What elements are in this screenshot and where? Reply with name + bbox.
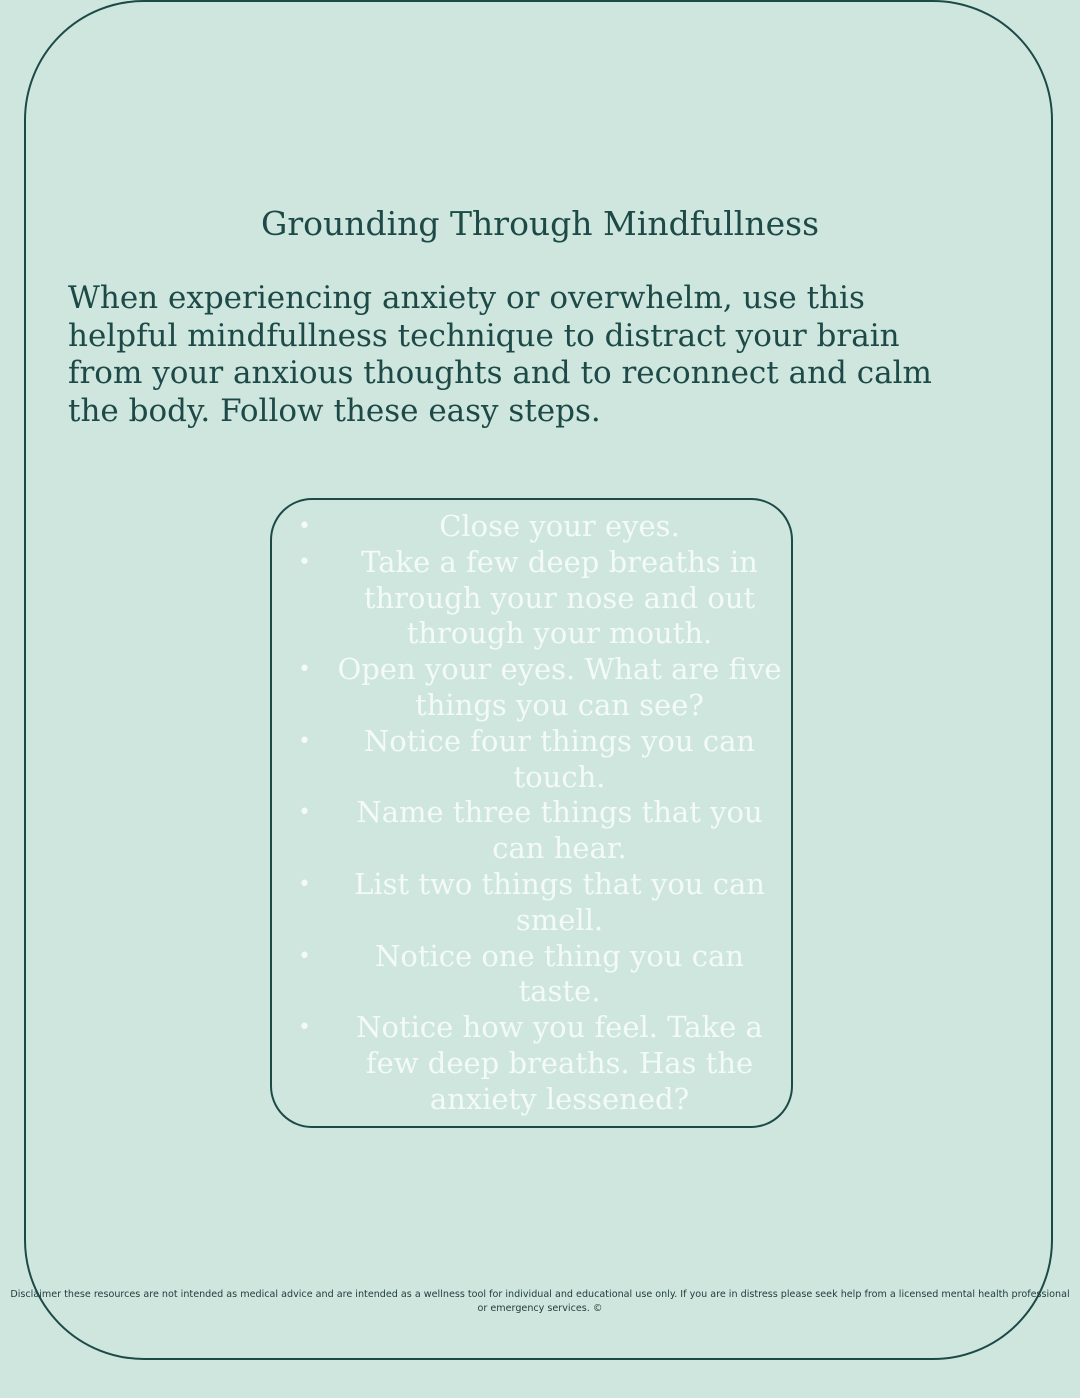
bullet-icon: •	[298, 657, 311, 683]
step-text: Open your eyes. What are five things you can see?	[337, 652, 782, 722]
step-item-close-eyes	[270, 509, 793, 545]
bullet-icon: •	[298, 728, 311, 754]
step-text: Notice how you feel. Take a few deep breaths. Has the anxiety lessened?	[356, 1010, 763, 1116]
step-item-touch	[270, 724, 793, 796]
step-item-deep-breaths	[270, 545, 793, 652]
bullet-icon: •	[298, 800, 311, 826]
step-item-taste	[270, 939, 793, 1011]
step-item-feel	[270, 1010, 793, 1117]
page-title: Grounding Through Mindfullness	[260, 204, 820, 243]
bullet-icon: •	[298, 1015, 311, 1041]
step-text: Notice four things you can touch.	[363, 723, 756, 794]
bullet-icon: •	[298, 514, 311, 539]
step-item-smell	[270, 867, 793, 939]
step-text: Take a few deep breaths in through your nose and out through your mouth.	[361, 544, 758, 651]
step-item-see	[270, 652, 793, 724]
disclaimer-text: Disclaimer these resources are not intended as medical advice and are intended as a wellness tool for individual and educational use only. If you are in distress please seek help from a licensed mental health professional or emergency services. ©	[10, 1289, 1070, 1314]
step-item-hear	[270, 795, 793, 867]
bullet-icon: •	[298, 871, 311, 897]
steps-list	[270, 509, 793, 1118]
step-text: Name three things that you can hear.	[356, 795, 763, 866]
bullet-icon: •	[298, 549, 311, 575]
bullet-icon: •	[298, 943, 311, 969]
step-text: List two things that you can smell.	[354, 866, 765, 937]
step-text: Notice one thing you can taste.	[375, 938, 744, 1009]
intro-paragraph: When experiencing anxiety or overwhelm, use this helpful mindfullness technique to distract your brain from your anxious thoughts and to reconnect and calm the body. Follow these easy steps.	[68, 280, 932, 429]
step-text: Close your eyes.	[439, 509, 680, 543]
